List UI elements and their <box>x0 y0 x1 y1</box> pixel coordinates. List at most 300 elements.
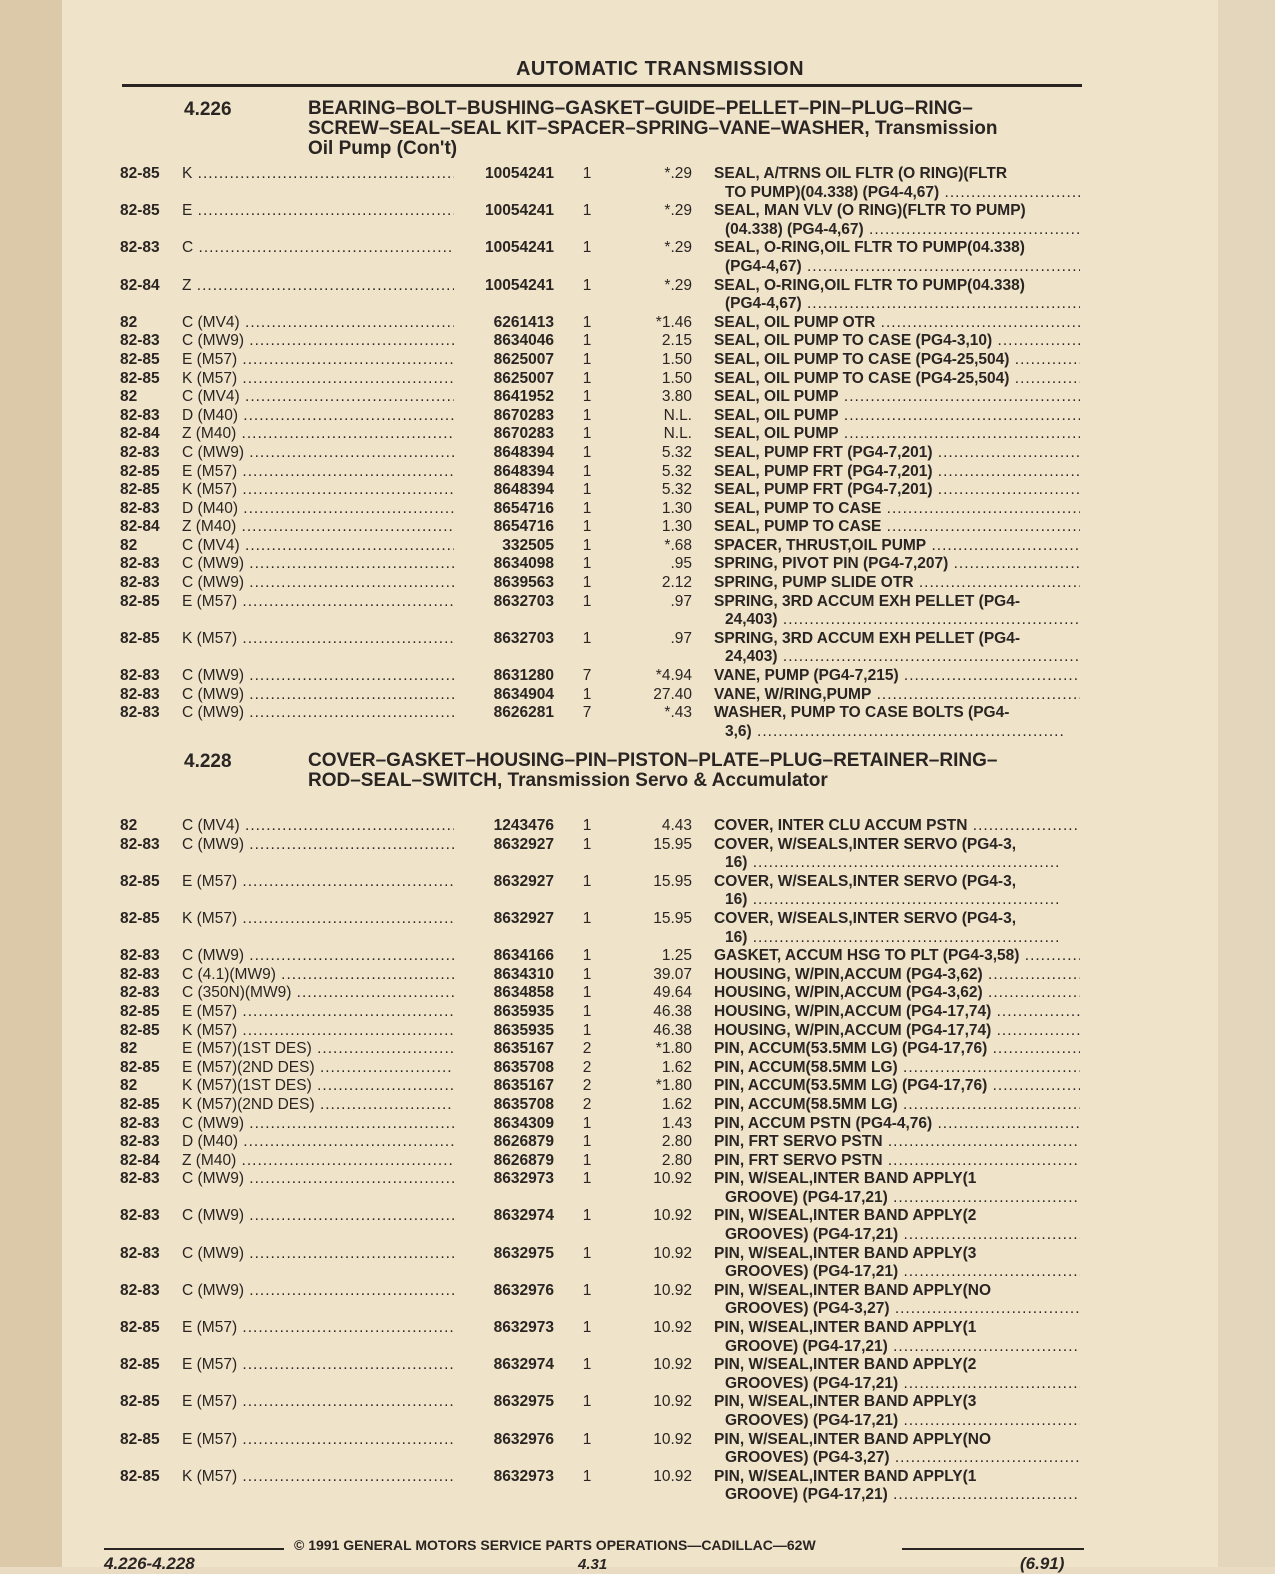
footer-rule-right <box>902 1548 1084 1550</box>
application-code: K (M57) ..... <box>182 370 454 389</box>
quantity: 1 <box>582 1151 592 1169</box>
price: 1.62 <box>661 1058 692 1076</box>
part-description-line1: PIN, W/SEAL,INTER BAND APPLY(2 <box>714 1356 977 1374</box>
part-description-line1: COVER, W/SEALS,INTER SERVO (PG4-3, <box>714 909 1017 927</box>
part-description-line2: TO PUMP)(04.338) (PG4-4,67) ..... <box>714 184 1080 203</box>
model-year: 82-83 <box>120 1133 160 1151</box>
part-description-line2: (PG4-4,67) ..... <box>714 258 1080 277</box>
application-code: D (M40) ..... <box>182 1133 454 1152</box>
parts-row <box>62 239 1218 276</box>
parts-row <box>62 630 1218 667</box>
part-number: 8632927 <box>493 872 554 890</box>
part-number: 8634309 <box>493 1114 554 1132</box>
part-number: 8634858 <box>493 984 554 1002</box>
price: 3.80 <box>661 388 692 406</box>
part-description: GASKET, ACCUM HSG TO PLT (PG4-3,58) ..... <box>714 947 1080 966</box>
parts-row <box>62 277 1218 314</box>
part-number: 8648394 <box>493 462 554 480</box>
part-description: PIN, FRT SERVO PSTN ..... <box>714 1152 1080 1171</box>
part-description-line2: GROOVE) (PG4-17,21) ..... <box>714 1486 1080 1505</box>
model-year: 82 <box>120 1040 138 1058</box>
application-code: C (350N)(MW9) ..... <box>182 984 454 1003</box>
part-description-line2: GROOVE) (PG4-17,21) ..... <box>714 1338 1080 1357</box>
part-number: 8641952 <box>493 388 554 406</box>
price: 1.62 <box>661 1095 692 1113</box>
footer-rule-left <box>104 1548 284 1550</box>
part-description-line2: 16) ..... <box>714 929 1080 948</box>
quantity: 1 <box>582 276 592 294</box>
part-description-line2: GROOVES) (PG4-3,27) ..... <box>714 1300 1080 1319</box>
part-number: 8632975 <box>493 1244 554 1262</box>
price: *.68 <box>664 536 692 554</box>
part-description <box>714 873 1080 910</box>
parts-row <box>62 388 1218 407</box>
model-year: 82-85 <box>120 369 160 387</box>
application-code: C (MW9) ..... <box>182 444 454 463</box>
parts-row <box>62 1245 1218 1282</box>
part-number: 8654716 <box>493 499 554 517</box>
part-number: 8654716 <box>493 518 554 536</box>
price: 27.40 <box>653 685 692 703</box>
part-description <box>714 202 1080 239</box>
application-code: C (MV4) ..... <box>182 537 454 556</box>
application-code: E (M57) ..... <box>182 873 454 892</box>
header-rule <box>122 84 1082 87</box>
part-description <box>714 165 1080 202</box>
part-number: 8648394 <box>493 481 554 499</box>
model-year: 82-83 <box>120 1114 160 1132</box>
part-description-line2: 24,403) ..... <box>714 648 1080 667</box>
model-year: 82-85 <box>120 872 160 890</box>
model-year: 82-85 <box>120 1095 160 1113</box>
parts-row <box>62 1393 1218 1430</box>
part-number: 8632974 <box>493 1356 554 1374</box>
price: 2.80 <box>661 1151 692 1169</box>
application-code: Z (M40) ..... <box>182 1152 454 1171</box>
quantity: 1 <box>582 1467 592 1485</box>
quantity: 1 <box>582 518 592 536</box>
catalog-page <box>62 0 1218 1573</box>
application-code: K (M57) ..... <box>182 630 454 649</box>
part-number: 8632973 <box>493 1319 554 1337</box>
price: *.29 <box>664 202 692 220</box>
application-code: E (M57) ..... <box>182 1003 454 1022</box>
parts-row <box>62 202 1218 239</box>
application-code: C (MW9) ..... <box>182 1170 454 1189</box>
price: 10.92 <box>653 1356 692 1374</box>
model-year: 82-85 <box>120 1356 160 1374</box>
quantity: 1 <box>582 499 592 517</box>
application-code: C (MW9) ..... <box>182 574 454 593</box>
part-description: SEAL, PUMP TO CASE ..... <box>714 500 1080 519</box>
application-code: C ..... <box>182 239 454 258</box>
parts-row <box>62 1133 1218 1152</box>
part-description-line1: SEAL, O-RING,OIL FLTR TO PUMP(04.338) <box>714 239 1025 257</box>
part-number: 10054241 <box>485 276 554 294</box>
section-number: 4.228 <box>184 751 232 772</box>
part-number: 8632927 <box>493 835 554 853</box>
application-code: C (MW9) ..... <box>182 1245 454 1264</box>
model-year: 82-83 <box>120 984 160 1002</box>
model-year: 82-85 <box>120 1021 160 1039</box>
model-year: 82-83 <box>120 332 160 350</box>
parts-row <box>62 463 1218 482</box>
application-code: C (MW9) ..... <box>182 555 454 574</box>
quantity: 1 <box>582 835 592 853</box>
part-description-line2: GROOVE) (PG4-17,21) ..... <box>714 1189 1080 1208</box>
part-number: 8634310 <box>493 965 554 983</box>
part-description-line2: (04.338) (PG4-4,67) ..... <box>714 221 1080 240</box>
section-title: COVER–GASKET–HOUSING–PIN–PISTON–PLATE–PLUG–RETAINER–RING–ROD–SEAL–SWITCH, Transmission Servo & Accumulator <box>308 750 998 791</box>
part-description: SEAL, OIL PUMP TO CASE (PG4-3,10) ..... <box>714 332 1080 351</box>
part-description-line1: PIN, W/SEAL,INTER BAND APPLY(2 <box>714 1207 977 1225</box>
part-description-line1: PIN, W/SEAL,INTER BAND APPLY(1 <box>714 1467 977 1485</box>
parts-row <box>62 1468 1218 1505</box>
part-description: SEAL, OIL PUMP TO CASE (PG4-25,504) ..... <box>714 351 1080 370</box>
quantity: 1 <box>582 1356 592 1374</box>
price: .97 <box>670 629 692 647</box>
price: *1.80 <box>655 1077 692 1095</box>
application-code: E (M57)(1ST DES) ..... <box>182 1040 454 1059</box>
model-year: 82-85 <box>120 462 160 480</box>
price: N.L. <box>663 425 692 443</box>
part-description <box>714 1468 1080 1505</box>
parts-row <box>62 1319 1218 1356</box>
application-code: C (MV4) ..... <box>182 817 454 836</box>
section-number: 4.226 <box>184 99 232 120</box>
application-code: C (MW9) ..... <box>182 1115 454 1134</box>
model-year: 82-85 <box>120 1002 160 1020</box>
quantity: 2 <box>582 1077 592 1095</box>
application-code: C (MW9) ..... <box>182 686 454 705</box>
part-description-line1: SEAL, MAN VLV (O RING)(FLTR TO PUMP) <box>714 202 1026 220</box>
parts-row <box>62 574 1218 593</box>
part-description: SEAL, PUMP TO CASE ..... <box>714 518 1080 537</box>
quantity: 2 <box>582 1058 592 1076</box>
part-number: 6261413 <box>493 313 554 331</box>
model-year: 82-85 <box>120 481 160 499</box>
parts-row <box>62 984 1218 1003</box>
quantity: 1 <box>582 165 592 182</box>
part-description-line1: COVER, W/SEALS,INTER SERVO (PG4-3, <box>714 872 1017 890</box>
parts-row <box>62 593 1218 630</box>
part-description: PIN, ACCUM(58.5MM LG) ..... <box>714 1059 1080 1078</box>
part-description <box>714 277 1080 314</box>
application-code: C (MW9) ..... <box>182 836 454 855</box>
price: 10.92 <box>653 1207 692 1225</box>
model-year: 82-84 <box>120 425 160 443</box>
quantity: 1 <box>582 1114 592 1132</box>
quantity: 7 <box>582 667 592 685</box>
part-number: 8632703 <box>493 629 554 647</box>
price: 1.25 <box>661 947 692 965</box>
part-number: 8632976 <box>493 1430 554 1448</box>
quantity: 1 <box>582 574 592 592</box>
application-code: E (M57) ..... <box>182 1393 454 1412</box>
part-number: 8634166 <box>493 947 554 965</box>
part-description-line1: SPRING, 3RD ACCUM EXH PELLET (PG4- <box>714 592 1021 610</box>
part-number: 8635708 <box>493 1095 554 1113</box>
part-description: SEAL, PUMP FRT (PG4-7,201) ..... <box>714 444 1080 463</box>
model-year: 82-85 <box>120 592 160 610</box>
parts-row <box>62 1022 1218 1041</box>
price: 1.50 <box>661 350 692 368</box>
parts-row <box>62 1040 1218 1059</box>
model-year: 82-85 <box>120 350 160 368</box>
quantity: 1 <box>582 481 592 499</box>
application-code: E (M57) ..... <box>182 1356 454 1375</box>
part-number: 8632975 <box>493 1393 554 1411</box>
parts-row <box>62 1170 1218 1207</box>
part-number: 8639563 <box>493 574 554 592</box>
part-description: PIN, FRT SERVO PSTN ..... <box>714 1133 1080 1152</box>
model-year: 82-83 <box>120 965 160 983</box>
model-year: 82-85 <box>120 1058 160 1076</box>
model-year: 82-84 <box>120 1151 160 1169</box>
part-description-line2: 16) ..... <box>714 854 1080 873</box>
parts-row <box>62 165 1218 202</box>
model-year: 82-83 <box>120 1170 160 1188</box>
price: N.L. <box>663 406 692 424</box>
part-description <box>714 1282 1080 1319</box>
quantity: 1 <box>582 965 592 983</box>
price: 2.80 <box>661 1133 692 1151</box>
part-description-line1: SEAL, A/TRNS OIL FLTR (O RING)(FLTR <box>714 165 1008 182</box>
part-number: 8634098 <box>493 555 554 573</box>
parts-row <box>62 537 1218 556</box>
parts-row <box>62 1356 1218 1393</box>
part-description: PIN, ACCUM(53.5MM LG) (PG4-17,76) ..... <box>714 1040 1080 1059</box>
quantity: 1 <box>582 443 592 461</box>
quantity: 1 <box>582 1133 592 1151</box>
parts-row <box>62 817 1218 836</box>
part-description-line2: GROOVES) (PG4-3,27) ..... <box>714 1449 1080 1468</box>
part-description <box>714 630 1080 667</box>
parts-row <box>62 481 1218 500</box>
part-description-line1: SPRING, 3RD ACCUM EXH PELLET (PG4- <box>714 629 1021 647</box>
price: 10.92 <box>653 1319 692 1337</box>
part-number: 8632703 <box>493 592 554 610</box>
quantity: 1 <box>582 1244 592 1262</box>
parts-row <box>62 351 1218 370</box>
part-description <box>714 1431 1080 1468</box>
model-year: 82-85 <box>120 1393 160 1411</box>
parts-row <box>62 667 1218 686</box>
part-description-line2: GROOVES) (PG4-17,21) ..... <box>714 1226 1080 1245</box>
application-code: K (M57)(1ST DES) ..... <box>182 1077 454 1096</box>
model-year: 82-85 <box>120 1430 160 1448</box>
part-description: SEAL, PUMP FRT (PG4-7,201) ..... <box>714 463 1080 482</box>
application-code: C (MV4) ..... <box>182 388 454 407</box>
model-year: 82-83 <box>120 1244 160 1262</box>
part-description: SEAL, OIL PUMP OTR ..... <box>714 314 1080 333</box>
model-year: 82-83 <box>120 555 160 573</box>
section-title-rest: Transmission Oil Pump (Con't) <box>308 118 998 159</box>
application-code: C (MW9) ..... <box>182 1207 454 1226</box>
quantity: 1 <box>582 1393 592 1411</box>
price: 39.07 <box>653 965 692 983</box>
parts-row <box>62 444 1218 463</box>
parts-row <box>62 910 1218 947</box>
application-code: C (MW9) ..... <box>182 704 454 723</box>
model-year: 82-85 <box>120 1467 160 1485</box>
part-description: SEAL, PUMP FRT (PG4-7,201) ..... <box>714 481 1080 500</box>
parts-row <box>62 686 1218 705</box>
parts-row <box>62 518 1218 537</box>
price: 10.92 <box>653 1430 692 1448</box>
parts-row <box>62 500 1218 519</box>
quantity: 1 <box>582 388 592 406</box>
part-description: PIN, ACCUM(53.5MM LG) (PG4-17,76) ..... <box>714 1077 1080 1096</box>
quantity: 1 <box>582 1002 592 1020</box>
price: .95 <box>670 555 692 573</box>
quantity: 1 <box>582 629 592 647</box>
price: *.43 <box>664 704 692 722</box>
part-description-line1: PIN, W/SEAL,INTER BAND APPLY(1 <box>714 1170 977 1188</box>
quantity: 1 <box>582 947 592 965</box>
parts-row <box>62 1431 1218 1468</box>
application-code: E ..... <box>182 202 454 221</box>
part-description-line1: PIN, W/SEAL,INTER BAND APPLY(NO <box>714 1430 992 1448</box>
part-number: 8632973 <box>493 1170 554 1188</box>
part-description <box>714 704 1080 741</box>
part-description-line1: PIN, W/SEAL,INTER BAND APPLY(3 <box>714 1244 977 1262</box>
application-code: C (MW9) ..... <box>182 667 454 686</box>
application-code: D (M40) ..... <box>182 500 454 519</box>
parts-row <box>62 1077 1218 1096</box>
model-year: 82-85 <box>120 165 160 182</box>
quantity: 1 <box>582 239 592 257</box>
model-year: 82 <box>120 1077 138 1095</box>
part-description-line1: WASHER, PUMP TO CASE BOLTS (PG4- <box>714 704 1010 722</box>
part-description-line2: 24,403) ..... <box>714 611 1080 630</box>
price: 15.95 <box>653 909 692 927</box>
model-year: 82-84 <box>120 518 160 536</box>
parts-row <box>62 425 1218 444</box>
part-description <box>714 1170 1080 1207</box>
model-year: 82-85 <box>120 1319 160 1337</box>
part-description-line2: 3,6) ..... <box>714 723 1080 742</box>
quantity: 1 <box>582 909 592 927</box>
price: *.29 <box>664 239 692 257</box>
parts-row <box>62 1207 1218 1244</box>
application-code: K (M57) ..... <box>182 910 454 929</box>
part-description: SPRING, PUMP SLIDE OTR ..... <box>714 574 1080 593</box>
application-code: D (M40) ..... <box>182 407 454 426</box>
price: .97 <box>670 592 692 610</box>
parts-row <box>62 966 1218 985</box>
model-year: 82-83 <box>120 574 160 592</box>
part-description-line2: 16) ..... <box>714 891 1080 910</box>
parts-row <box>62 1152 1218 1171</box>
price: 2.15 <box>661 332 692 350</box>
price: 15.95 <box>653 872 692 890</box>
model-year: 82-83 <box>120 239 160 257</box>
part-description-line2: GROOVES) (PG4-17,21) ..... <box>714 1263 1080 1282</box>
quantity: 1 <box>582 350 592 368</box>
part-number: 10054241 <box>485 239 554 257</box>
price: 5.32 <box>661 481 692 499</box>
part-description: SEAL, OIL PUMP TO CASE (PG4-25,504) ..... <box>714 370 1080 389</box>
parts-row <box>62 704 1218 741</box>
part-description <box>714 836 1080 873</box>
quantity: 1 <box>582 872 592 890</box>
model-year: 82-83 <box>120 667 160 685</box>
parts-row <box>62 1282 1218 1319</box>
scan-margin-left <box>0 0 62 1567</box>
model-year: 82-83 <box>120 499 160 517</box>
quantity: 1 <box>582 536 592 554</box>
part-number: 8635935 <box>493 1021 554 1039</box>
application-code: K (M57) ..... <box>182 1468 454 1487</box>
model-year: 82-83 <box>120 1281 160 1299</box>
model-year: 82 <box>120 388 138 406</box>
model-year: 82-83 <box>120 406 160 424</box>
part-number: 8635935 <box>493 1002 554 1020</box>
price: 46.38 <box>653 1002 692 1020</box>
application-code: E (M57) ..... <box>182 351 454 370</box>
model-year: 82-83 <box>120 947 160 965</box>
part-description <box>714 593 1080 630</box>
price: 4.43 <box>661 817 692 834</box>
parts-row <box>62 370 1218 389</box>
part-number: 8670283 <box>493 425 554 443</box>
part-description: SEAL, OIL PUMP ..... <box>714 407 1080 426</box>
part-description: PIN, ACCUM(58.5MM LG) ..... <box>714 1096 1080 1115</box>
quantity: 1 <box>582 555 592 573</box>
part-description: HOUSING, W/PIN,ACCUM (PG4-17,74) ..... <box>714 1003 1080 1022</box>
model-year: 82-83 <box>120 443 160 461</box>
part-number: 8626281 <box>493 704 554 722</box>
quantity: 1 <box>582 1207 592 1225</box>
application-code: Z (M40) ..... <box>182 425 454 444</box>
application-code: Z (M40) ..... <box>182 518 454 537</box>
part-description: HOUSING, W/PIN,ACCUM (PG4-17,74) ..... <box>714 1022 1080 1041</box>
parts-row <box>62 314 1218 333</box>
application-code: E (M57)(2ND DES) ..... <box>182 1059 454 1078</box>
part-number: 8670283 <box>493 406 554 424</box>
part-number: 8626879 <box>493 1133 554 1151</box>
part-number: 8625007 <box>493 369 554 387</box>
parts-row <box>62 836 1218 873</box>
part-number: 10054241 <box>485 202 554 220</box>
price: 46.38 <box>653 1021 692 1039</box>
part-description: SPRING, PIVOT PIN (PG4-7,207) ..... <box>714 555 1080 574</box>
application-code: C (4.1)(MW9) ..... <box>182 966 454 985</box>
application-code: E (M57) ..... <box>182 593 454 612</box>
price: 1.30 <box>661 518 692 536</box>
part-description-line1: PIN, W/SEAL,INTER BAND APPLY(1 <box>714 1319 977 1337</box>
footer-section-range: 4.226-4.228 <box>104 1554 195 1573</box>
price: 10.92 <box>653 1467 692 1485</box>
price: *.29 <box>664 276 692 294</box>
price: 5.32 <box>661 443 692 461</box>
part-number: 1243476 <box>493 817 554 834</box>
model-year: 82-83 <box>120 1207 160 1225</box>
parts-row <box>62 873 1218 910</box>
quantity: 1 <box>582 1430 592 1448</box>
application-code: K (M57)(2ND DES) ..... <box>182 1096 454 1115</box>
model-year: 82-84 <box>120 276 160 294</box>
parts-row <box>62 407 1218 426</box>
quantity: 1 <box>582 685 592 703</box>
part-number: 8635167 <box>493 1040 554 1058</box>
price: 15.95 <box>653 835 692 853</box>
quantity: 1 <box>582 202 592 220</box>
quantity: 1 <box>582 817 592 834</box>
application-code: Z ..... <box>182 277 454 296</box>
price: 10.92 <box>653 1170 692 1188</box>
